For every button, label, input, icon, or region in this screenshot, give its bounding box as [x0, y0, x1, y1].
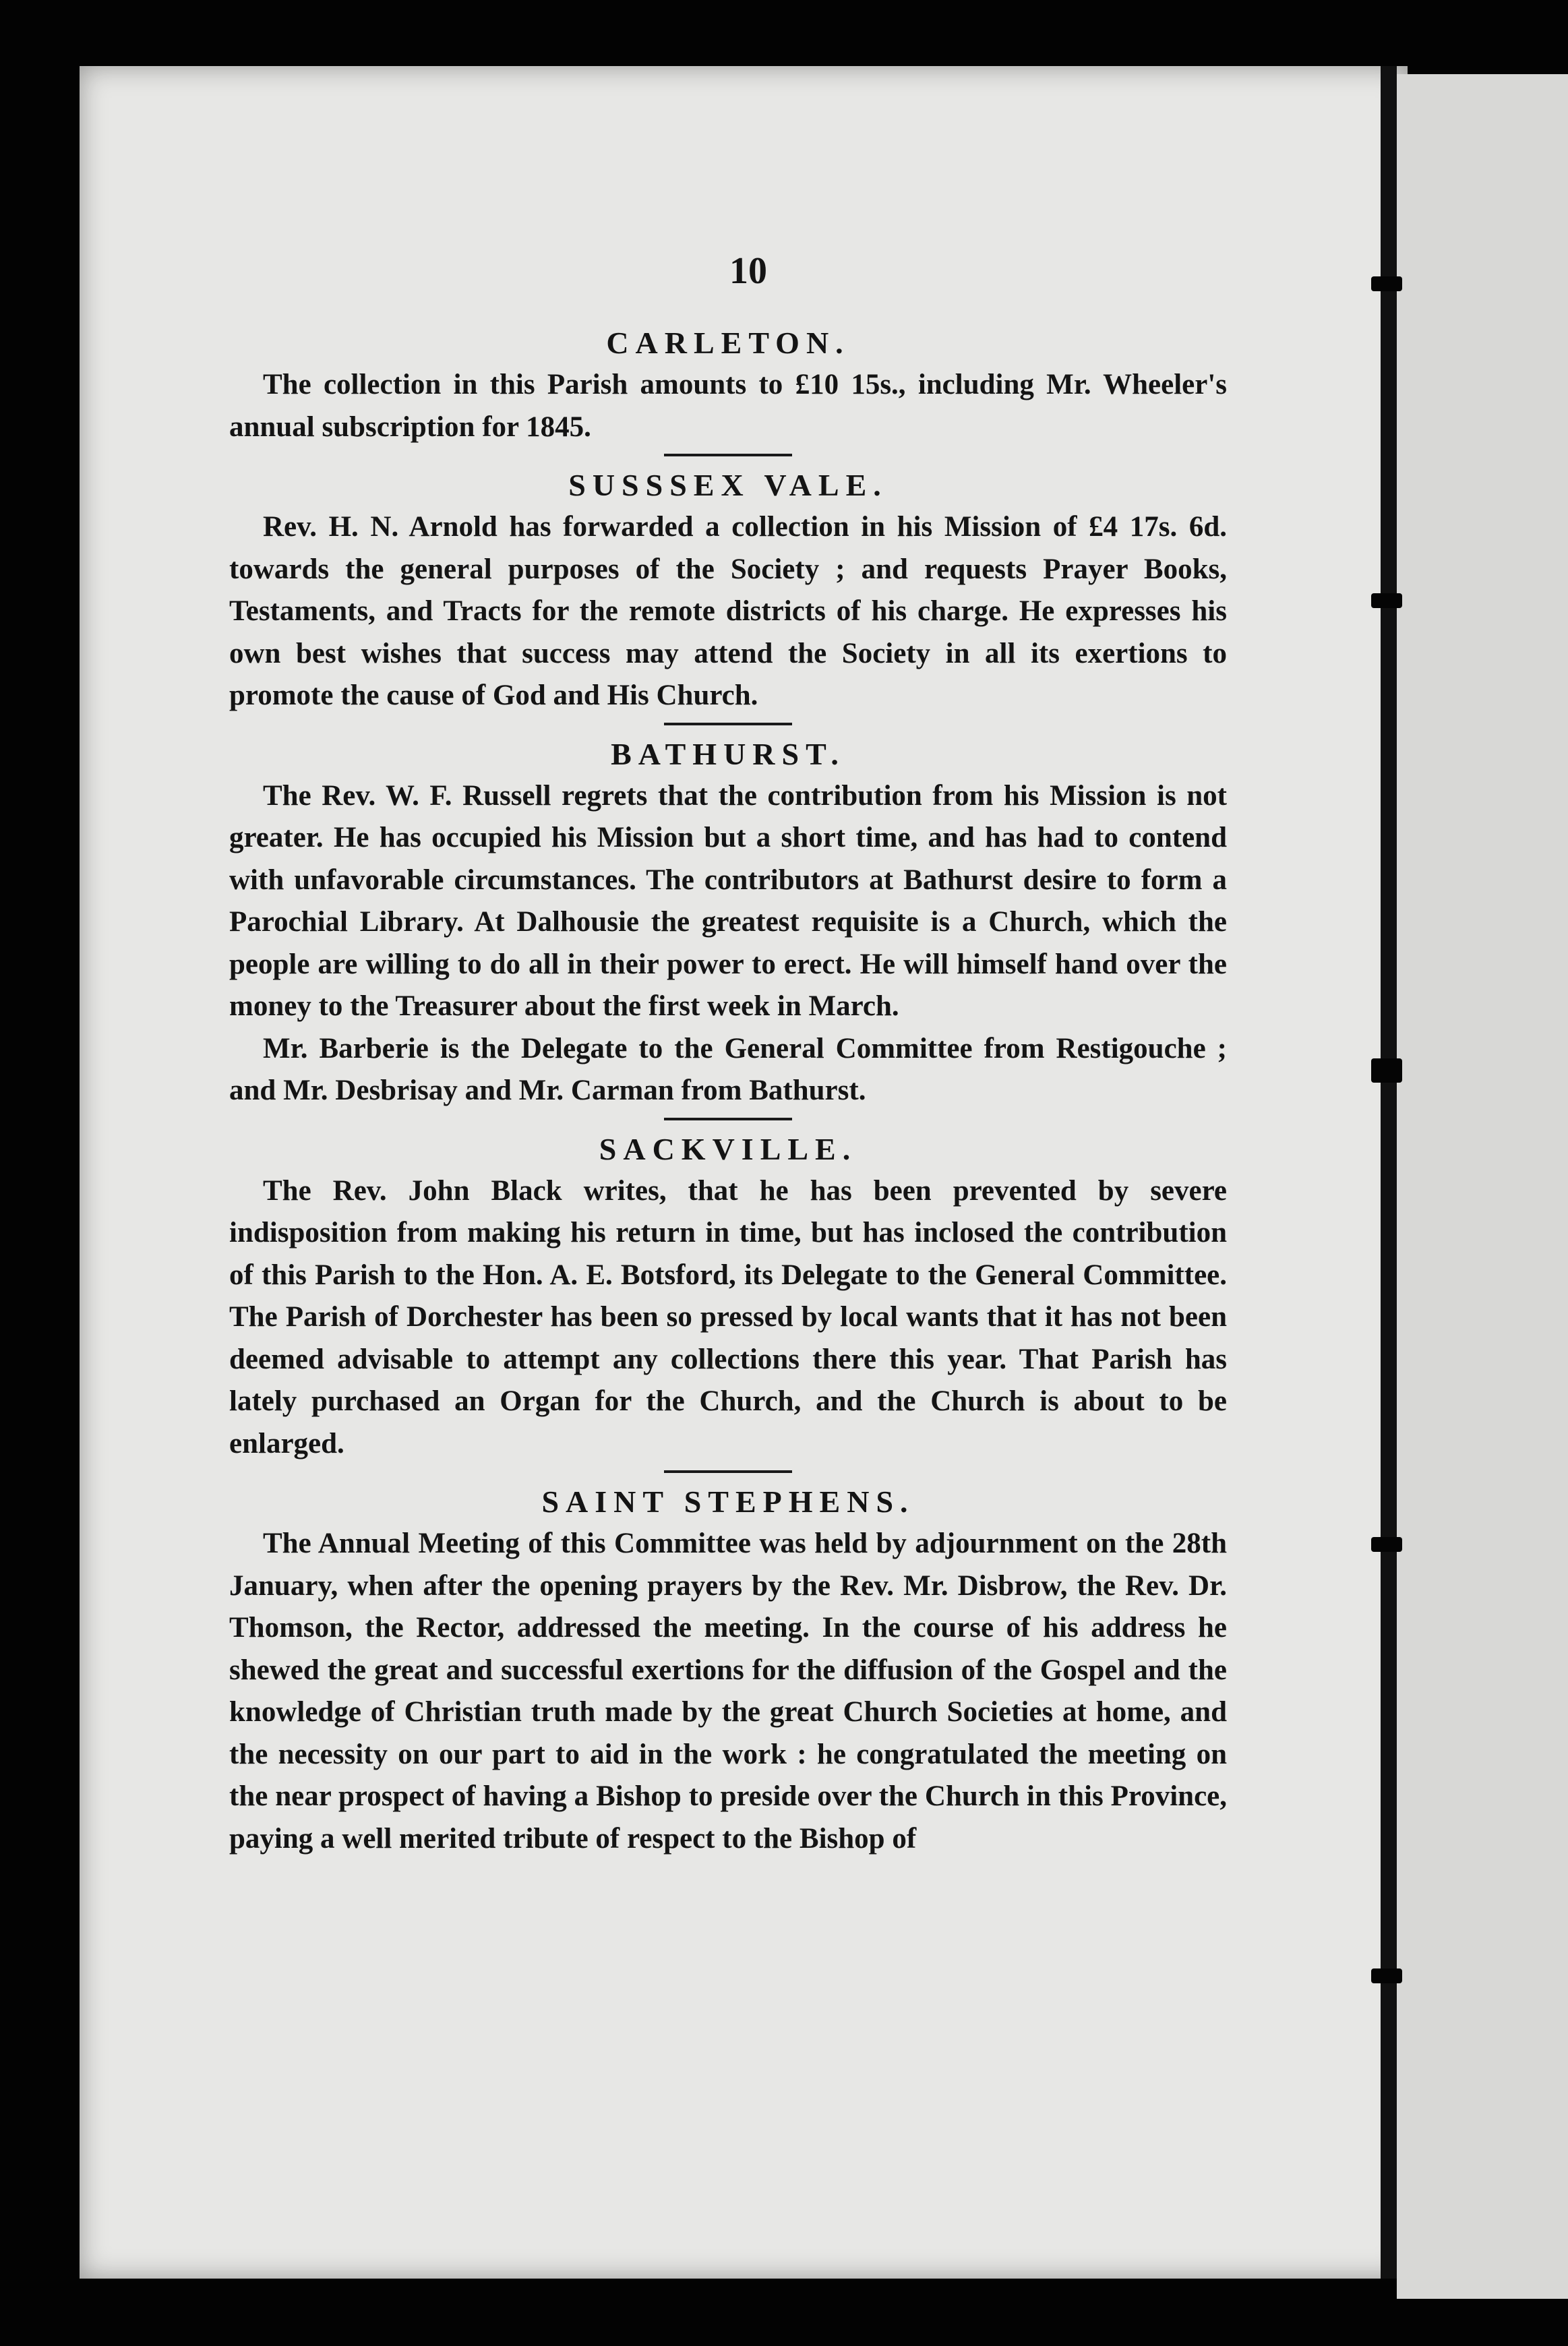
- binding-clip: [1371, 1537, 1402, 1552]
- paragraph: Mr. Barberie is the Delegate to the General Committee from Restigouche ; and Mr. Desbrisay and Mr. Carman from Bathurst.: [229, 1032, 1227, 1106]
- section-saint-stephens: [229, 1481, 1227, 1860]
- binding-clip: [1371, 1058, 1402, 1083]
- facing-page-edge: [1397, 74, 1568, 2299]
- section-bathurst: [229, 733, 1227, 1112]
- binding-clip: [1371, 593, 1402, 608]
- page-binding-edge: [1381, 66, 1397, 2279]
- paragraph: The Annual Meeting of this Committee was held by adjournment on the 28th January, when after the opening prayers by the Rev. Mr. Disbrow, the Rev. Dr. Thomson, the Rector, addressed the meeting. In the course of his address he shewed the great and successful exertions for the diffusion of the Gospel and the knowledge of Christian truth made by the great Church Societies at home, and the necessity on our part to aid in the work : he congratulated the meeting on the near prospect of having a Bishop to preside over the Church in this Province, paying a well merited tribute of respect to the Bishop of: [229, 1528, 1227, 1855]
- section-divider: [664, 1118, 792, 1120]
- section-heading: BATHURST.: [611, 736, 845, 771]
- page-content: [229, 249, 1227, 1860]
- section-heading: SAINT STEPHENS.: [541, 1484, 915, 1519]
- section-sackville: [229, 1129, 1227, 1466]
- binding-clip: [1371, 276, 1402, 291]
- paragraph: The collection in this Parish amounts to £10 15s., including Mr. Wheeler's annual subscription for 1845.: [229, 369, 1227, 443]
- binding-clip: [1371, 1968, 1402, 1983]
- paragraph: The Rev. W. F. Russell regrets that the contribution from his Mission is not greater. He has occupied his Mission but a short time, and has had to contend with unfavorable circumstances. The contributors at Bathurst desire to form a Parochial Library. At Dalhousie the greatest requisite is a Church, which the people are willing to do all in their power to erect. He will himself hand over the money to the Treasurer about the first week in March.: [229, 779, 1227, 1022]
- paragraph: Rev. H. N. Arnold has forwarded a collection in his Mission of £4 17s. 6d. towards the general purposes of the Society ; and requests Prayer Books, Testaments, and Tracts for the remote districts of his charge. He expresses his own best wishes that success may attend the Society in all its exertions to promote the cause of God and His Church.: [229, 511, 1227, 711]
- section-carleton: [229, 322, 1227, 448]
- page-number: 10: [729, 250, 767, 292]
- section-heading: SACKVILLE.: [599, 1131, 857, 1166]
- section-divider: [664, 454, 792, 456]
- section-heading: CARLETON.: [606, 326, 850, 360]
- paragraph: The Rev. John Black writes, that he has been prevented by severe indisposition from making his return in time, but has inclosed the contribution of this Parish to the Hon. A. E. Botsford, its Delegate to the General Committee. The Parish of Dorchester has been so pressed by local wants that it has not been deemed advisable to attempt any collections there this year. That Parish has lately purchased an Organ for the Church, and the Church is about to be enlarged.: [229, 1174, 1227, 1460]
- section-heading: SUSSSEX VALE.: [568, 468, 888, 502]
- section-divider: [664, 1470, 792, 1473]
- section-sussex-vale: [229, 464, 1227, 717]
- section-divider: [664, 723, 792, 725]
